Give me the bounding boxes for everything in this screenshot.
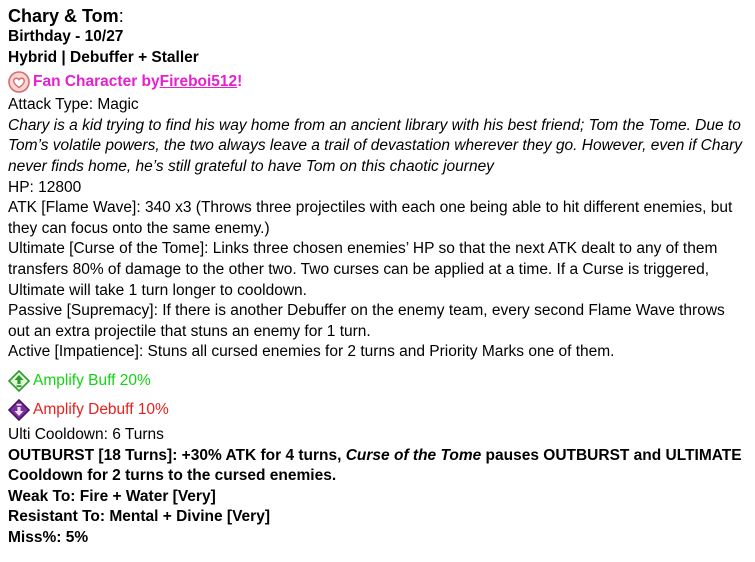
ultimate: Ultimate [Curse of the Tome]: Links three chosen enemies’ HP so that the next ATK dealt to any of them transfers 80% of damage to the other two. Two curses can be applied at a time. If a Curse is triggered, Ultimate will take 1 turn longer to cooldown.	[8, 240, 718, 299]
hp: HP: 12800	[8, 178, 82, 196]
attack-type: Attack Type: Magic	[8, 96, 139, 114]
outburst-post: pauses OUTBURST and ULTIMATE Cooldown for 2 turns to the cursed enemies.	[8, 446, 742, 485]
author-link[interactable]: Fireboi512	[159, 72, 238, 90]
amplify-buff	[8, 367, 743, 396]
description: Chary is a kid trying to find his way home from an ancient library with his best friend; Tom the Tome. Due to Tom’s volatile powers, the two always leave a trail of devastation wherever they go. However, even if Chary never finds home, he’s still grateful to have Tom on this chaotic journey	[8, 116, 743, 175]
miss-percent: Miss%: 5%	[8, 528, 89, 546]
passive: Passive [Supremacy]: If there is another Debuffer on the enemy team, every second Flame Wave throws out an extra projectile that stuns an enemy for 1 turn.	[8, 302, 725, 340]
weak-to: Weak To: Fire + Water [Very]	[8, 487, 216, 505]
character-sheet	[8, 5, 743, 548]
amplify-debuff-text: Amplify Debuff 10%	[33, 401, 169, 419]
atk: ATK [Flame Wave]: 340 x3 (Throws three projectiles with each one being able to hit different enemies, but they can focus onto the same enemy.)	[8, 199, 733, 237]
character-name-text: Chary & Tom	[8, 6, 119, 26]
name-colon: :	[118, 6, 124, 26]
resistant-to: Resistant To: Mental + Divine [Very]	[8, 508, 270, 526]
heart-circle-icon	[8, 71, 30, 93]
fan-credit-prefix: Fan Character by	[33, 72, 160, 90]
amplify-debuff	[8, 396, 743, 425]
outburst-italic: Curse of the Tome	[345, 446, 482, 464]
ulti-cooldown: Ulti Cooldown: 6 Turns	[8, 425, 164, 443]
outburst	[8, 446, 743, 487]
green-up-arrow-icon	[8, 370, 30, 392]
character-name	[8, 5, 743, 27]
role: Hybrid | Debuffer + Staller	[8, 48, 199, 66]
purple-down-arrow-icon	[8, 399, 30, 421]
fan-credit	[8, 69, 743, 95]
active: Active [Impatience]: Stuns all cursed enemies for 2 turns and Priority Marks one of them.	[8, 343, 615, 361]
birthday: Birthday - 10/27	[8, 28, 124, 45]
fan-credit-suffix: !	[237, 72, 243, 90]
outburst-pre: OUTBURST [18 Turns]: +30% ATK for 4 turns,	[8, 446, 346, 464]
amplify-buff-text: Amplify Buff 20%	[33, 372, 151, 390]
